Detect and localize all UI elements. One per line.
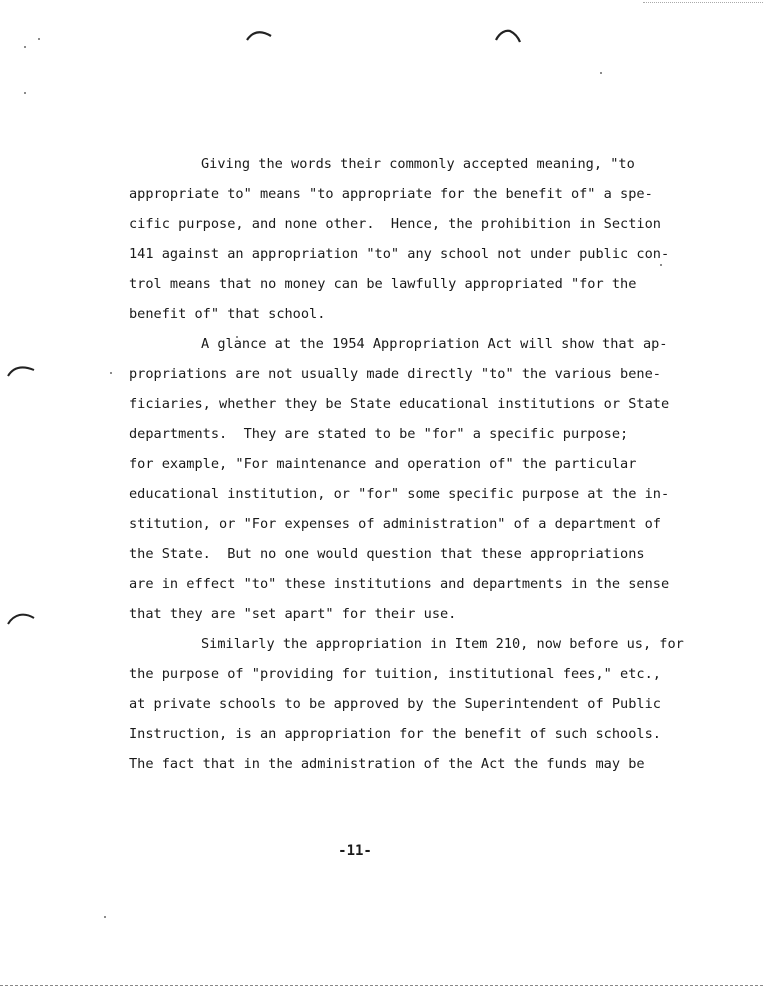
text-line: educational institution, or "for" some specific purpose at the in- xyxy=(129,486,670,502)
top-edge-rule xyxy=(643,2,763,4)
text-line: The fact that in the administration of the Act the funds may be xyxy=(129,756,645,772)
text-line: trol means that no money can be lawfully appropriated "for the xyxy=(129,276,637,292)
body-text xyxy=(129,149,729,779)
text-line: ficiaries, whether they be State educational institutions or State xyxy=(129,396,670,412)
text-line: propriations are not usually made directly "to" the various bene- xyxy=(129,366,661,382)
top-right-bracket-mark xyxy=(494,28,522,44)
scan-speck xyxy=(38,38,40,40)
text-line: 141 against an appropriation "to" any school not under public con- xyxy=(129,246,670,262)
text-line: Giving the words their commonly accepted meaning, "to xyxy=(201,156,635,172)
text-line: the purpose of "providing for tuition, institutional fees," etc., xyxy=(129,666,661,682)
text-line: cific purpose, and none other. Hence, the prohibition in Section xyxy=(129,216,661,232)
text-line: are in effect "to" these institutions and departments in the sense xyxy=(129,576,670,592)
scan-speck xyxy=(600,72,602,74)
text-line: appropriate to" means "to appropriate for the benefit of" a spe- xyxy=(129,186,653,202)
text-line: that they are "set apart" for their use. xyxy=(129,606,457,622)
page-number: -11- xyxy=(338,843,372,859)
top-left-bracket-mark xyxy=(245,28,273,42)
text-line: Instruction, is an appropriation for the benefit of such schools. xyxy=(129,726,661,742)
left-margin-mark-1 xyxy=(6,364,36,378)
scan-speck xyxy=(24,46,26,48)
scan-speck xyxy=(104,916,106,918)
bottom-edge-rule xyxy=(0,985,763,987)
left-margin-mark-2 xyxy=(6,610,36,626)
scan-speck xyxy=(110,372,112,374)
text-line: benefit of" that school. xyxy=(129,306,326,322)
text-line: A glance at the 1954 Appropriation Act will show that ap- xyxy=(201,336,668,352)
text-line: at private schools to be approved by the Superintendent of Public xyxy=(129,696,661,712)
scan-speck xyxy=(24,92,26,94)
text-line: for example, "For maintenance and operation of" the particular xyxy=(129,456,637,472)
text-line: stitution, or "For expenses of administration" of a department of xyxy=(129,516,661,532)
text-line: Similarly the appropriation in Item 210, now before us, for xyxy=(201,636,684,652)
text-line: departments. They are stated to be "for" a specific purpose; xyxy=(129,426,629,442)
text-line: the State. But no one would question that these appropriations xyxy=(129,546,645,562)
